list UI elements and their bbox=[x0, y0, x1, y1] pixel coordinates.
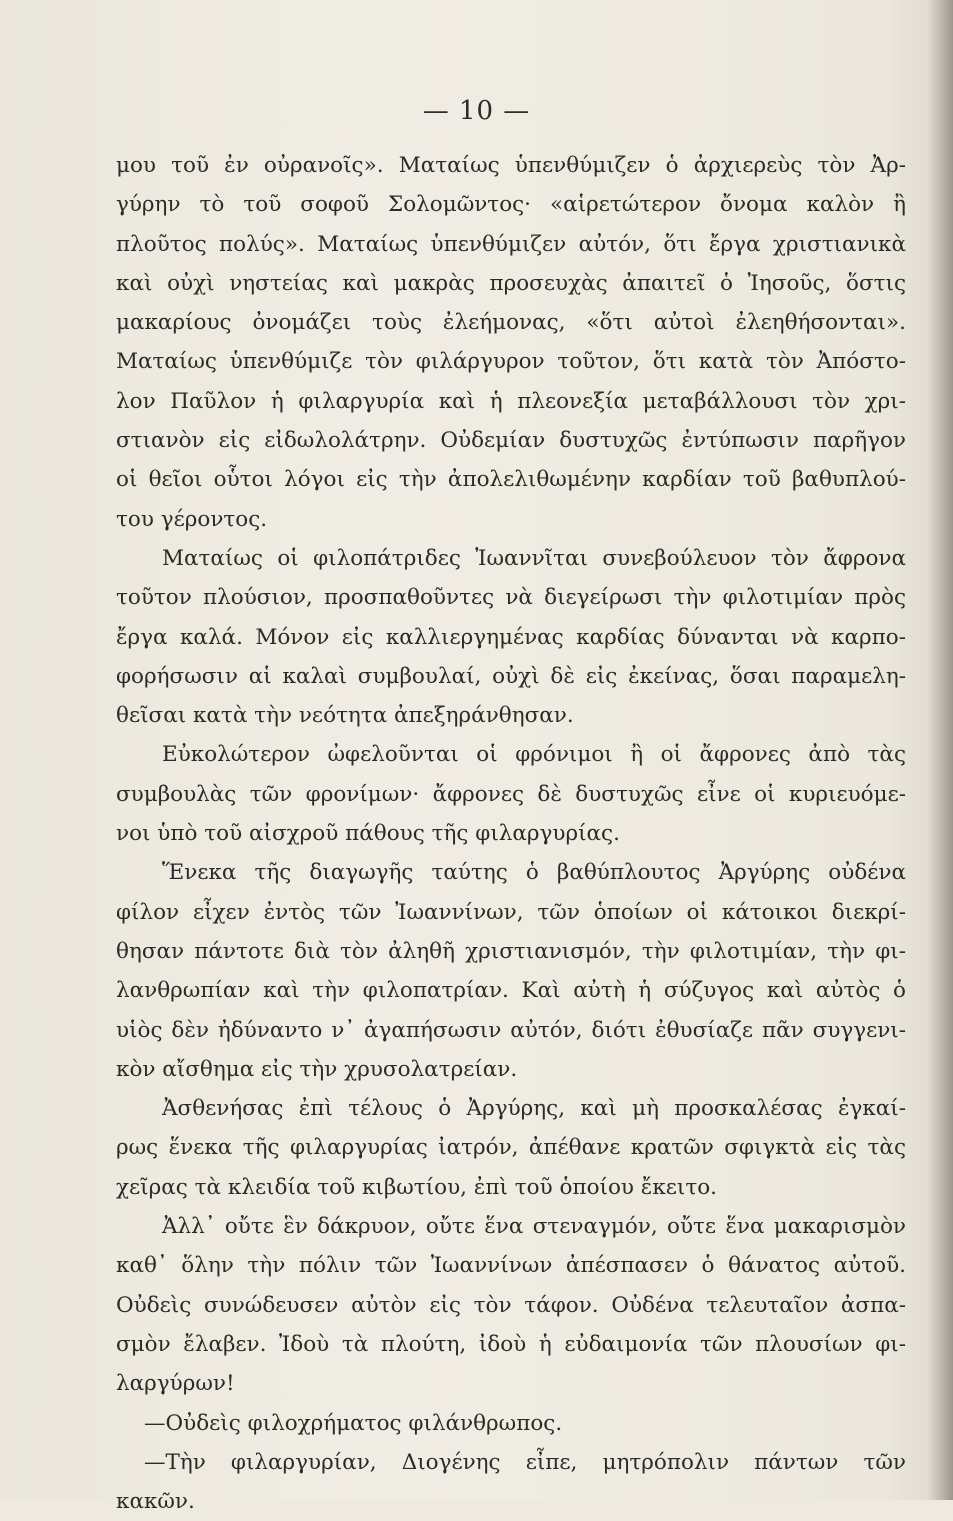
text-line: μακαρίους ὀνομάζει τοὺς ἐλεήμονας, «ὅτι αὐτοὶ ἐλεηθήσονται». bbox=[116, 310, 906, 336]
text-line: λαργύρων! bbox=[116, 1371, 235, 1397]
text-line: καὶ οὐχὶ νηστείας καὶ μακρὰς προσευχὰς ἀπαιτεῖ ὁ Ἰησοῦς, ὅστις bbox=[116, 270, 906, 296]
text-line: τοῦτον πλούσιον, προσπαθοῦντες νὰ διεγείρωσι τὴν φιλοτιμίαν πρὸς bbox=[116, 585, 906, 611]
text-line: —Οὐδεὶς φιλοχρήματος φιλάνθρωπος. bbox=[144, 1410, 563, 1436]
text-line: Ἕνεκα τῆς διαγωγῆς ταύτης ὁ βαθύπλουτος Ἀργύρης οὐδένα bbox=[162, 860, 906, 886]
page-binding-shadow bbox=[927, 0, 953, 1500]
text-line: καθ᾽ ὅλην τὴν πόλιν τῶν Ἰωαννίνων ἀπέσπασεν ὁ θάνατος αὐτοῦ. bbox=[116, 1253, 906, 1279]
text-line: κακῶν. bbox=[116, 1489, 195, 1515]
text-line: υἱὸς δὲν ἠδύναντο ν᾽ ἀγαπήσωσιν αὐτόν, διότι ἐθυσίαζε πᾶν συγγενι- bbox=[116, 1017, 906, 1043]
text-line: οἱ θεῖοι οὗτοι λόγοι εἰς τὴν ἀπολελιθωμένην καρδίαν τοῦ βαθυπλού- bbox=[116, 467, 906, 493]
text-line: θησαν πάντοτε διὰ τὸν ἀληθῆ χριστιανισμόν, τὴν φιλοτιμίαν, τὴν φι- bbox=[116, 938, 906, 964]
text-line: ρως ἕνεκα τῆς φιλαργυρίας ἰατρόν, ἀπέθανε κρατῶν σφιγκτὰ εἰς τὰς bbox=[116, 1135, 906, 1161]
text-line: Ματαίως οἱ φιλοπάτριδες Ἰωαννῖται συνεβούλευον τὸν ἄφρονα bbox=[162, 545, 906, 571]
text-line: Ἀσθενήσας ἐπὶ τέλους ὁ Ἀργύρης, καὶ μὴ προσκαλέσας ἐγκαί- bbox=[162, 1096, 906, 1122]
text-line: γύρην τὸ τοῦ σοφοῦ Σολομῶντος· «αἱρετώτερον ὄνομα καλὸν ἢ bbox=[116, 192, 906, 218]
text-line: λον Παῦλον ἡ φιλαργυρία καὶ ἡ πλεονεξία μεταβάλλουσι τὸν χρι- bbox=[116, 388, 906, 414]
text-line: θεῖσαι κατὰ τὴν νεότητα ἀπεξηράνθησαν. bbox=[116, 703, 574, 729]
text-line: λανθρωπίαν καὶ τὴν φιλοπατρίαν. Καὶ αὐτὴ ἡ σύζυγος καὶ αὐτὸς ὁ bbox=[116, 978, 906, 1004]
text-line: —Τὴν φιλαργυρίαν, Διογένης εἶπε, μητρόπολιν πάντων τῶν bbox=[144, 1449, 906, 1475]
page-number: — 10 — bbox=[422, 96, 531, 126]
text-line: Ματαίως ὑπενθύμιζε τὸν φιλάργυρον τοῦτον, ὅτι κατὰ τὸν Ἀπόστο- bbox=[116, 349, 906, 375]
text-line: Ἀλλ᾽ οὔτε ἓν δάκρυον, οὔτε ἕνα στεναγμόν, οὔτε ἕνα μακαρισμὸν bbox=[162, 1214, 906, 1240]
text-line: ἔργα καλά. Μόνον εἰς καλλιεργημένας καρδίας δύνανται νὰ καρπο- bbox=[116, 624, 906, 650]
body-text bbox=[116, 146, 906, 1521]
text-line: νοι ὑπὸ τοῦ αἰσχροῦ πάθους τῆς φιλαργυρίας. bbox=[116, 821, 620, 847]
text-line: μου τοῦ ἐν οὐρανοῖς». Ματαίως ὑπενθύμιζεν ὁ ἀρχιερεὺς τὸν Ἀρ- bbox=[116, 153, 906, 178]
text-line: φορήσωσιν αἱ καλαὶ συμβουλαί, οὐχὶ δὲ εἰς ἐκείνας, ὅσαι παραμελη- bbox=[116, 663, 906, 689]
text-line: Εὐκολώτερον ὠφελοῦνται οἱ φρόνιμοι ἢ οἱ ἄφρονες ἀπὸ τὰς bbox=[162, 742, 906, 768]
text-line: συμβουλὰς τῶν φρονίμων· ἄφρονες δὲ δυστυχῶς εἶνε οἱ κυριευόμε- bbox=[116, 781, 906, 807]
text-line: σμὸν ἔλαβεν. Ἰδοὺ τὰ πλούτη, ἰδοὺ ἡ εὐδαιμονία τῶν πλουσίων φι- bbox=[116, 1331, 906, 1357]
text-line: του γέροντος. bbox=[116, 506, 268, 532]
text-line: πλοῦτος πολύς». Ματαίως ὑπενθύμιζεν αὐτόν, ὅτι ἔργα χριστιανικὰ bbox=[116, 231, 906, 257]
text-line: στιανὸν εἰς εἰδωλολάτρην. Οὐδεμίαν δυστυχῶς ἐντύπωσιν παρῆγον bbox=[116, 428, 906, 454]
text-line: χεῖρας τὰ κλειδία τοῦ κιβωτίου, ἐπὶ τοῦ ὁποίου ἔκειτο. bbox=[116, 1174, 718, 1200]
text-line: φίλον εἶχεν ἐντὸς τῶν Ἰωαννίνων, τῶν ὁποίων οἱ κάτοικοι διεκρί- bbox=[116, 899, 906, 925]
text-line: κὸν αἴσθημα εἰς τὴν χρυσολατρείαν. bbox=[116, 1056, 518, 1082]
text-line: Οὐδεὶς συνώδευσεν αὐτὸν εἰς τὸν τάφον. Οὐδένα τελευταῖον ἀσπα- bbox=[116, 1292, 906, 1318]
